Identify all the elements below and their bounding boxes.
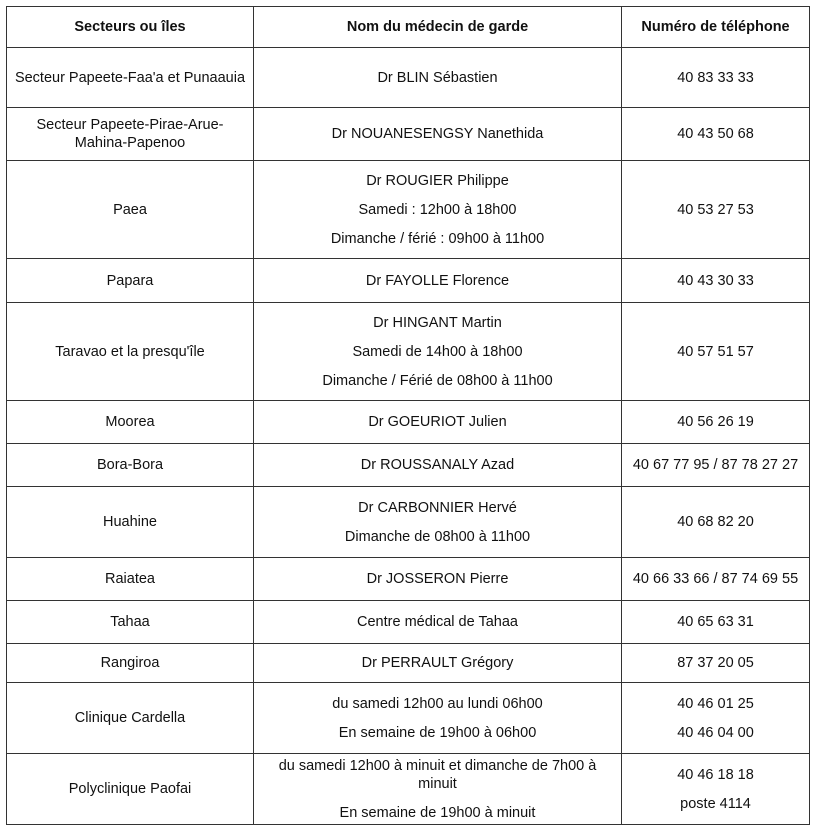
doctor-cell [254, 683, 622, 754]
doctor-cell [254, 558, 622, 601]
doctor-line: Dr BLIN Sébastien [377, 69, 498, 86]
phone-line: 40 66 33 66 / 87 74 69 55 [632, 571, 799, 587]
phone-cell [622, 558, 810, 601]
doctor-cell [254, 644, 622, 683]
phone-line: 40 83 33 33 [677, 69, 754, 86]
phone-line: 40 65 63 31 [677, 614, 754, 630]
phone-cell [622, 259, 810, 303]
phone-line: 40 43 50 68 [677, 126, 754, 142]
phone-cell [622, 161, 810, 259]
doctor-line: Dr HINGANT Martin [373, 314, 502, 331]
doctor-line: Dimanche de 08h00 à 11h00 [344, 528, 531, 545]
doctor-cell [254, 108, 622, 161]
sector-cell: Tahaa [7, 601, 254, 644]
table-row [7, 644, 810, 683]
sector-cell: Bora-Bora [7, 444, 254, 487]
table-row [7, 754, 810, 825]
doctor-cell [254, 259, 622, 303]
phone-cell [622, 401, 810, 444]
table-row [7, 487, 810, 558]
phone-line: poste 4114 [680, 795, 751, 812]
sector-cell: Moorea [7, 401, 254, 444]
phone-line: 87 37 20 05 [677, 655, 754, 671]
table-header-row [7, 7, 810, 48]
doctor-cell [254, 601, 622, 644]
doctor-line: Dr PERRAULT Grégory [361, 655, 514, 671]
on-call-doctors-table [6, 6, 810, 825]
table-row [7, 683, 810, 754]
phone-cell [622, 683, 810, 754]
doctor-cell [254, 754, 622, 825]
sector-cell: Rangiroa [7, 644, 254, 683]
phone-line: 40 68 82 20 [677, 514, 754, 530]
doctor-line: Dr GOEURIOT Julien [368, 414, 507, 430]
doctor-line: Samedi de 14h00 à 18h00 [352, 343, 523, 360]
doctor-cell [254, 48, 622, 108]
table-row [7, 303, 810, 401]
phone-line: 40 43 30 33 [677, 272, 754, 289]
phone-cell [622, 444, 810, 487]
table-row [7, 48, 810, 108]
sector-cell: Papara [7, 259, 254, 303]
doctor-line: Dimanche / Férié de 08h00 à 11h00 [322, 372, 553, 389]
table-row [7, 401, 810, 444]
table-row [7, 558, 810, 601]
doctor-line: Dr CARBONNIER Hervé [358, 499, 517, 516]
header-phone: Numéro de téléphone [622, 7, 810, 48]
doctor-line: Dimanche / férié : 09h00 à 11h00 [330, 230, 545, 247]
phone-line: 40 46 01 25 [677, 695, 754, 712]
sector-cell: Raiatea [7, 558, 254, 601]
phone-line: 40 46 04 00 [677, 724, 754, 741]
doctor-cell [254, 401, 622, 444]
table-row [7, 259, 810, 303]
table-row [7, 444, 810, 487]
doctor-line: En semaine de 19h00 à 06h00 [338, 724, 537, 741]
phone-cell [622, 487, 810, 558]
phone-cell [622, 601, 810, 644]
table-row [7, 108, 810, 161]
doctor-line: du samedi 12h00 à minuit et dimanche de 7h00 à minuit [278, 757, 597, 792]
phone-cell [622, 754, 810, 825]
doctor-line: Centre médical de Tahaa [357, 614, 518, 630]
phone-cell [622, 48, 810, 108]
doctor-cell [254, 161, 622, 259]
phone-line: 40 67 77 95 / 87 78 27 27 [632, 457, 799, 473]
sector-cell: Secteur Papeete-Faa'a et Punaauia [7, 48, 254, 108]
doctor-line: Dr ROUSSANALY Azad [360, 457, 515, 473]
doctor-line: Dr NOUANESENGSY Nanethida [331, 126, 544, 142]
doctor-line: En semaine de 19h00 à minuit [339, 804, 536, 821]
table-row [7, 601, 810, 644]
header-doctor: Nom du médecin de garde [254, 7, 622, 48]
doctor-cell [254, 303, 622, 401]
sector-cell: Huahine [7, 487, 254, 558]
doctor-line: Dr JOSSERON Pierre [366, 571, 509, 587]
doctor-line: Dr FAYOLLE Florence [365, 272, 510, 289]
doctor-line: Samedi : 12h00 à 18h00 [358, 201, 517, 218]
phone-line: 40 53 27 53 [677, 201, 754, 218]
phone-line: 40 56 26 19 [677, 414, 754, 430]
table-row [7, 161, 810, 259]
sector-cell: Taravao et la presqu'île [7, 303, 254, 401]
doctor-line: du samedi 12h00 au lundi 06h00 [332, 695, 543, 712]
phone-line: 40 57 51 57 [677, 343, 754, 360]
sector-cell: Secteur Papeete-Pirae-Arue-Mahina-Papenoo [7, 108, 254, 161]
phone-cell [622, 303, 810, 401]
doctor-cell [254, 444, 622, 487]
phone-cell [622, 644, 810, 683]
sector-cell: Paea [7, 161, 254, 259]
sector-cell: Polyclinique Paofai [7, 754, 254, 825]
doctor-cell [254, 487, 622, 558]
header-sector: Secteurs ou îles [7, 7, 254, 48]
doctor-line: Dr ROUGIER Philippe [366, 172, 509, 189]
phone-line: 40 46 18 18 [677, 766, 754, 783]
phone-cell [622, 108, 810, 161]
sector-cell: Clinique Cardella [7, 683, 254, 754]
